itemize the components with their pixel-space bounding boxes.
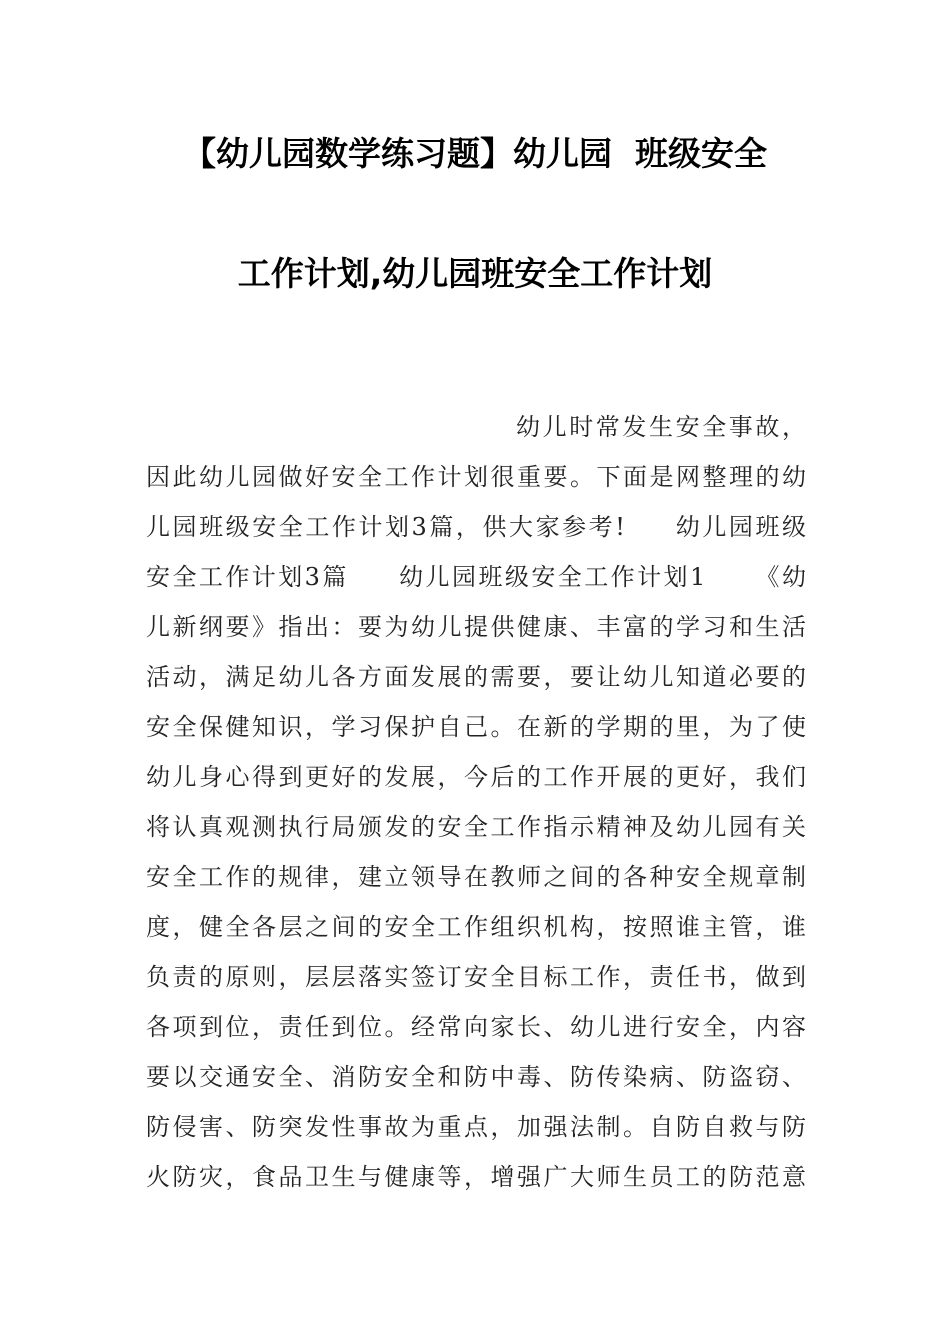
body-text-line: 因此幼儿园做好安全工作计划很重要。下面是网整理的幼 [146,463,806,491]
body-text-line: 火防灾，食品卫生与健康等，增强广大师生员工的防范意 [146,1163,806,1191]
body-text-line: 儿新纲要》指出：要为幼儿提供健康、丰富的学习和生活 [146,613,806,641]
body-text-line: 安全工作的规律，建立领导在教师之间的各种安全规章制 [146,863,806,891]
body-text-line: 防侵害、防突发性事故为重点，加强法制。自防自救与防 [146,1113,806,1141]
document-title-line-2: 工作计划,幼儿园班安全工作计划 [237,254,713,293]
body-text-line: 要以交通安全、消防安全和防中毒、防传染病、防盗窃、 [146,1063,806,1091]
body-text-line: 儿园班级安全工作计划3篇，供大家参考! 幼儿园班级 [146,513,806,541]
body-text-line: 活动，满足幼儿各方面发展的需要，要让幼儿知道必要的 [146,663,806,691]
body-text-line: 度，健全各层之间的安全工作组织机构，按照谁主管，谁 [146,913,806,941]
body-text-line: 安全保健知识，学习保护自己。在新的学期的里，为了使 [146,713,806,741]
body-text-line: 各项到位，责任到位。经常向家长、幼儿进行安全，内容 [146,1013,806,1041]
body-text-line: 幼儿身心得到更好的发展，今后的工作开展的更好，我们 [146,763,806,791]
body-text-line: 负责的原则，层层落实签订安全目标工作，责任书，做到 [146,963,806,991]
body-text-line: 将认真观测执行局颁发的安全工作指示精神及幼儿园有关 [146,813,806,841]
document-title-line-1: 【幼儿园数学练习题】幼儿园 班级安全 [183,134,767,173]
body-text-line: 安全工作计划3篇 幼儿园班级安全工作计划1 《幼 [146,563,806,591]
body-text-line: 幼儿时常发生安全事故， [516,413,806,441]
